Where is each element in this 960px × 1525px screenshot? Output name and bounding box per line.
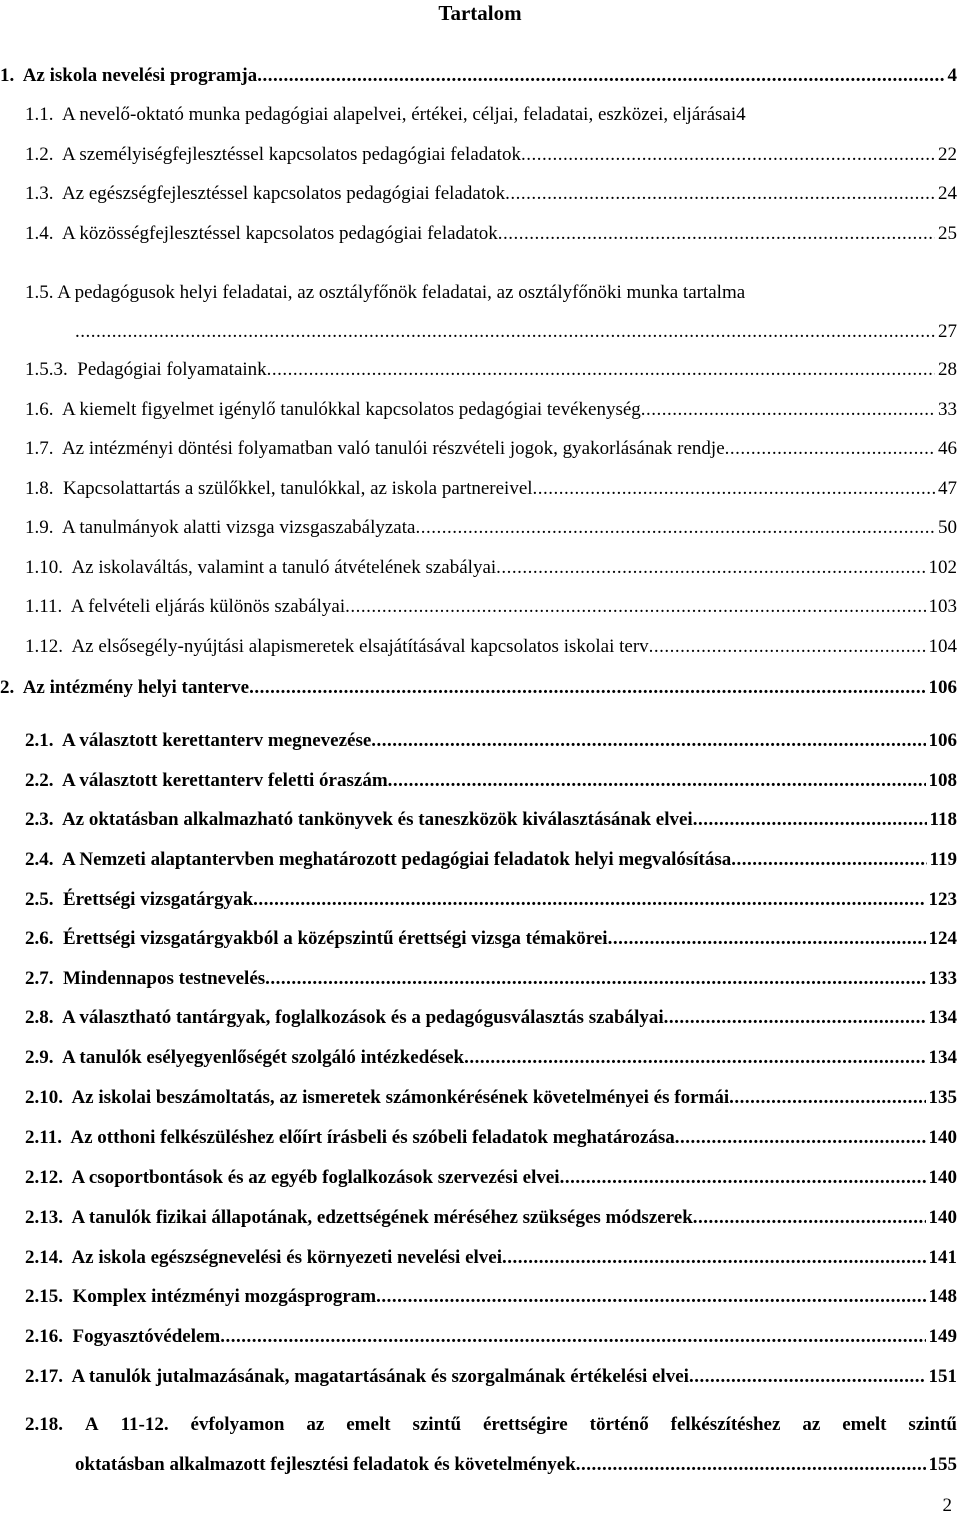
leader-dots	[388, 769, 926, 793]
toc-entry-text: 1.1. A nevelő-oktató munka pedagógiai alapelvei, értékei, céljai, feladatai, eszközei, eljárásai	[25, 104, 737, 125]
toc-entry[interactable]	[25, 182, 957, 206]
toc-entry-text: 2.16. Fogyasztóvédelem	[25, 1326, 221, 1347]
toc-entry[interactable]	[25, 848, 957, 872]
toc-entry-page: 124	[928, 928, 957, 949]
toc-entry[interactable]	[25, 635, 957, 659]
leader-dots	[693, 808, 927, 832]
leader-dots	[220, 1325, 925, 1349]
leader-dots	[664, 1006, 926, 1030]
leader-dots	[502, 1246, 925, 1270]
toc-entry-text: 2.12. A csoportbontások és az egyéb foglalkozások szervezési elvei	[25, 1167, 560, 1188]
toc-entry-text: 1.5.3. Pedagógiai folyamataink	[25, 359, 267, 380]
leader-dots	[675, 1126, 926, 1150]
toc-entry[interactable]	[25, 398, 957, 422]
toc-entry[interactable]	[25, 1365, 957, 1389]
toc-entry-continuation	[75, 1453, 957, 1477]
toc-entry-word: 2.18.	[25, 1414, 63, 1435]
toc-entry[interactable]	[25, 1285, 957, 1309]
toc-entry-page: 102	[928, 557, 957, 578]
toc-entry-text: 1.2. A személyiségfejlesztéssel kapcsolatos pedagógiai feladatok	[25, 144, 521, 165]
toc-entry[interactable]	[25, 222, 957, 246]
toc-entry-text: 2.1. A választott kerettanterv megnevezése	[25, 730, 372, 751]
toc-entry[interactable]	[25, 1413, 957, 1437]
toc-entry-page: 134	[928, 1047, 957, 1068]
toc-entry-page: 104	[928, 636, 957, 657]
toc-entry-text: 1.9. A tanulmányok alatti vizsga vizsgaszabályzata	[25, 517, 416, 538]
toc-entry-text: 2.11. Az otthoni felkészüléshez előírt írásbeli és szóbeli feladatok meghatározása	[25, 1127, 675, 1148]
toc-entry-text: 2.9. A tanulók esélyegyenlőségét szolgáló intézkedések	[25, 1047, 465, 1068]
toc-entry[interactable]	[25, 927, 957, 951]
toc-entry[interactable]	[25, 888, 957, 912]
leader-dots	[257, 64, 944, 88]
toc-entry[interactable]	[25, 556, 957, 580]
toc-entry[interactable]	[25, 1086, 957, 1110]
toc-entry[interactable]	[25, 1046, 957, 1070]
toc-entry-page: 103	[928, 596, 957, 617]
toc-entry-page: 28	[938, 359, 957, 380]
leader-dots	[496, 556, 925, 580]
toc-entry-word: emelt	[346, 1414, 391, 1435]
toc-entry-word: felkészítéshez	[670, 1414, 781, 1435]
leader-dots	[576, 1453, 926, 1477]
toc-entry[interactable]	[25, 477, 957, 501]
toc-entry-word: évfolyamon	[190, 1414, 285, 1435]
leader-dots	[608, 927, 926, 951]
toc-entry[interactable]	[25, 1006, 957, 1030]
toc-entry[interactable]	[0, 676, 957, 700]
toc-entry-text: 2.5. Érettségi vizsgatárgyak	[25, 889, 254, 910]
leader-dots	[505, 182, 935, 206]
toc-entry-page: 25	[938, 223, 957, 244]
leader-dots	[464, 1046, 925, 1070]
toc-entry-page: 123	[928, 889, 957, 910]
toc-entry-page: 24	[938, 183, 957, 204]
toc-entry[interactable]	[0, 64, 957, 88]
toc-entry-text: 1.7. Az intézményi döntési folyamatban való tanulói részvételi jogok, gyakorlásának rendje	[25, 438, 725, 459]
toc-entry[interactable]	[25, 769, 957, 793]
toc-entry[interactable]	[25, 1246, 957, 1270]
leader-dots	[345, 595, 925, 619]
toc-entry[interactable]	[25, 281, 957, 305]
toc-entry-page: 118	[929, 809, 957, 830]
toc-entry[interactable]	[25, 808, 957, 832]
toc-entry[interactable]	[25, 1166, 957, 1190]
toc-entry-text: 2.14. Az iskola egészségnevelési és környezeti nevelési elvei	[25, 1247, 503, 1268]
leader-dots	[265, 967, 925, 991]
toc-entry-text: 2.17. A tanulók jutalmazásának, magatartásának és szorgalmának értékelési elvei	[25, 1366, 689, 1387]
leader-dots	[253, 888, 925, 912]
leader-dots	[371, 729, 925, 753]
toc-entry-text: 2.15. Komplex intézményi mozgásprogram	[25, 1286, 377, 1307]
leader-dots	[725, 437, 935, 461]
toc-entry-text: 2.4. A Nemzeti alaptantervben meghatározott pedagógiai feladatok helyi megvalósítása	[25, 849, 732, 870]
toc-entry-word: szintű	[412, 1414, 462, 1435]
toc-entry[interactable]	[25, 437, 957, 461]
toc-entry-page: 108	[928, 770, 957, 791]
toc-entry[interactable]	[25, 595, 957, 619]
toc-entry-page: 47	[938, 478, 957, 499]
toc-entry-page: 149	[928, 1326, 957, 1347]
toc-entry-text: 2.13. A tanulók fizikai állapotának, edzettségének méréséhez szükséges módszerek	[25, 1207, 693, 1228]
toc-entry-word: az	[306, 1414, 325, 1435]
toc-entry-page: 4	[947, 65, 957, 86]
leader-dots	[729, 1086, 925, 1110]
toc-entry[interactable]	[25, 1126, 957, 1150]
toc-entry-page: 106	[928, 730, 957, 751]
toc-entry-page: 46	[938, 438, 957, 459]
leader-dots	[693, 1206, 926, 1230]
leader-dots	[376, 1285, 925, 1309]
toc-entry-text: 1.3. Az egészségfejlesztéssel kapcsolatos pedagógiai feladatok	[25, 183, 506, 204]
toc-entry-page: 119	[929, 849, 957, 870]
toc-entry-word: történő	[589, 1414, 649, 1435]
toc-entry[interactable]	[25, 729, 957, 753]
toc-entry-text: 2.6. Érettségi vizsgatárgyakból a középszintű érettségi vizsga témakörei	[25, 928, 608, 949]
toc-entry-page: 133	[928, 968, 957, 989]
leader-dots	[533, 477, 935, 501]
leader-dots	[249, 676, 925, 700]
toc-entry-page: 22	[938, 144, 957, 165]
toc-entry-word: emelt	[842, 1414, 887, 1435]
toc-entry[interactable]	[25, 1206, 957, 1230]
toc-entry-page: 155	[928, 1454, 957, 1475]
leader-dots	[521, 143, 935, 167]
leader-dots	[267, 358, 935, 382]
toc-entry-continuation	[75, 320, 957, 344]
toc-entry-page: 151	[928, 1366, 957, 1387]
toc-entry-page: 141	[928, 1247, 957, 1268]
toc-entry-page: 148	[928, 1286, 957, 1307]
toc-entry-word: érettségire	[482, 1414, 568, 1435]
toc-entry[interactable]	[25, 967, 957, 991]
leader-dots	[498, 222, 935, 246]
page-number: 2	[942, 1495, 952, 1516]
leader-dots	[689, 1365, 926, 1389]
toc-entry[interactable]	[25, 143, 957, 167]
toc-entry-page: 33	[938, 399, 957, 420]
leader-dots	[560, 1166, 926, 1190]
toc-entry[interactable]	[25, 103, 957, 127]
toc-entry-word: az	[802, 1414, 821, 1435]
toc-entry-word: 11-12.	[120, 1414, 169, 1435]
toc-entry[interactable]	[25, 516, 957, 540]
toc-entry-page: 140	[928, 1167, 957, 1188]
toc-entry-page: 135	[928, 1087, 957, 1108]
toc-entry-page: 106	[928, 677, 957, 698]
toc-entry-text: 2.7. Mindennapos testnevelés	[25, 968, 266, 989]
toc-entry-text: oktatásban alkalmazott fejlesztési feladatok és követelmények	[75, 1454, 576, 1475]
leader-dots	[415, 516, 935, 540]
leader-dots	[75, 320, 935, 344]
toc-entry-page: 140	[928, 1127, 957, 1148]
toc-entry-text: 1.12. Az elsősegély-nyújtási alapismeretek elsajátításával kapcsolatos iskolai terv	[25, 636, 649, 657]
toc-entry-word: A	[84, 1414, 99, 1435]
toc-entry-text: 1.10. Az iskolaváltás, valamint a tanuló átvételének szabályai	[25, 557, 497, 578]
toc-entry-page: 50	[938, 517, 957, 538]
toc-entry-text: 1.6. A kiemelt figyelmet igénylő tanulókkal kapcsolatos pedagógiai tevékenység	[25, 399, 641, 420]
toc-entry-text: 1.5. A pedagógusok helyi feladatai, az osztályfőnök feladatai, az osztályfőnöki munka tartalma	[25, 282, 746, 303]
leader-dots	[649, 635, 926, 659]
toc-entry-page: 4	[736, 104, 746, 125]
toc-title: Tartalom	[438, 1, 522, 25]
toc-entry-page: 134	[928, 1007, 957, 1028]
toc-entry-text: 1.8. Kapcsolattartás a szülőkkel, tanulókkal, az iskola partnereivel	[25, 478, 533, 499]
toc-entry-text: 1.4. A közösségfejlesztéssel kapcsolatos pedagógiai feladatok	[25, 223, 498, 244]
toc-entry-text: 2.10. Az iskolai beszámoltatás, az ismeretek számonkérésének követelményei és formái	[25, 1087, 730, 1108]
toc-entry-text: 1. Az iskola nevelési programja	[0, 65, 258, 86]
toc-entry[interactable]	[25, 1325, 957, 1349]
toc-entry-word: szintű	[908, 1414, 957, 1435]
toc-entry-text: 1.11. A felvételi eljárás különös szabályai	[25, 596, 346, 617]
toc-entry-text: 2.3. Az oktatásban alkalmazható tankönyvek és taneszközök kiválasztásának elvei	[25, 809, 693, 830]
toc-entry-text: 2.2. A választott kerettanterv feletti óraszám	[25, 770, 388, 791]
toc-entry-page: 140	[928, 1207, 957, 1228]
toc-entry-text: 2. Az intézmény helyi tanterve	[0, 677, 250, 698]
toc-entry[interactable]	[25, 358, 957, 382]
toc-entry-text: 2.8. A választható tantárgyak, foglalkozások és a pedagógusválasztás szabályai	[25, 1007, 664, 1028]
leader-dots	[731, 848, 926, 872]
toc-entry-page: 27	[938, 321, 957, 342]
leader-dots	[641, 398, 935, 422]
